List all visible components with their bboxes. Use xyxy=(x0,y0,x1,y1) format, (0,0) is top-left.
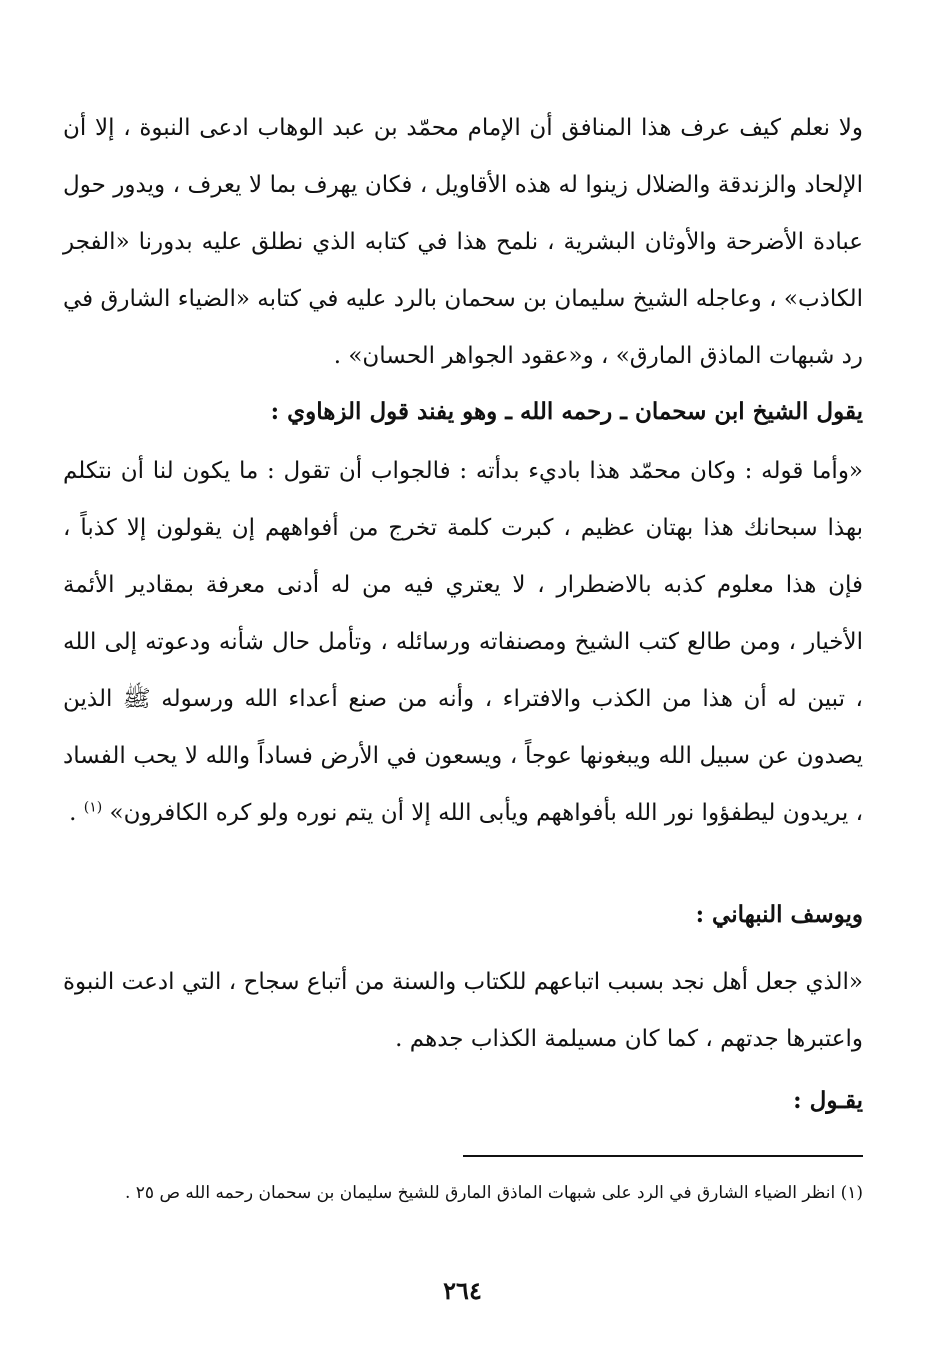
footnote-1: (١) انظر الضياء الشارق في الرد على شبهات الماذق المارق للشيخ سليمان بن سحمان رحمه الله ص ٢٥ . xyxy=(124,1183,863,1203)
footnote-divider xyxy=(463,1155,863,1157)
footnote-reference-1: (١) xyxy=(83,799,103,816)
page-number: ٢٦٤ xyxy=(443,1276,482,1305)
section-heading-says: يقـول : xyxy=(793,1087,863,1114)
quoted-paragraph-nabhani: «الذي جعل أهل نجد بسبب اتباعهم للكتاب والسنة من أتباع سجاح ، التي ادعت النبوة واعتبرها جدتهم ، كما كان مسيلمة الكذاب جدهم . xyxy=(63,969,863,1052)
quoted-paragraph-ibn-sahman xyxy=(63,443,863,842)
quoted-paragraph-end: . xyxy=(69,800,84,826)
section-heading-ibn-sahman: يقول الشيخ ابن سحمان ـ رحمه الله ـ وهو يفند قول الزهاوي : xyxy=(270,398,863,425)
quoted-paragraph-text: «وأما قوله : وكان محمّد هذا باديء بدأته : فالجواب أن تقول : ما يكون لنا أن نتكلم بهذا سبحانك هذا بهتان عظيم ، كبرت كلمة تخرج من أفواههم إن يقولون إلا كذباً ، فإن هذا معلوم كذبه بالاضطرار ، لا يعتري فيه من له أدنى معرفة بمقادير الأئمة الأخيار ، ومن طالع كتب الشيخ ومصنفاته ورسائله ، وتأمل حال شأنه ودعوته إلى الله ، تبين له أن هذا من الكذب والافتراء ، وأنه من صنع أعداء الله ورسوله ﷺ الذين يصدون عن سبيل الله ويبغونها عوجاً ، ويسعون في الأرض فساداً والله لا يحب الفساد ، يريدون ليطفؤوا نور الله بأفواههم ويأبى الله إلا أن يتم نوره ولو كره الكافرون» xyxy=(63,458,863,826)
body-paragraph-1: ولا نعلم كيف عرف هذا المنافق أن الإمام محمّد بن عبد الوهاب ادعى النبوة ، إلا أن الإلحاد والزندقة والضلال زينوا له هذه الأقاويل ، فكان يهرف بما لا يعرف ، ويدور حول عبادة الأضرحة والأوثان البشرية ، نلمح هذا في كتابه الذي نطلق عليه بدورنا «الفجر الكاذب» ، وعاجله الشيخ سليمان بن سحمان بالرد عليه في كتابه «الضياء الشارق في رد شبهات الماذق المارق» ، و«عقود الجواهر الحسان» . xyxy=(63,115,863,369)
section-heading-nabhani: ويوسف النبهاني : xyxy=(695,901,863,928)
